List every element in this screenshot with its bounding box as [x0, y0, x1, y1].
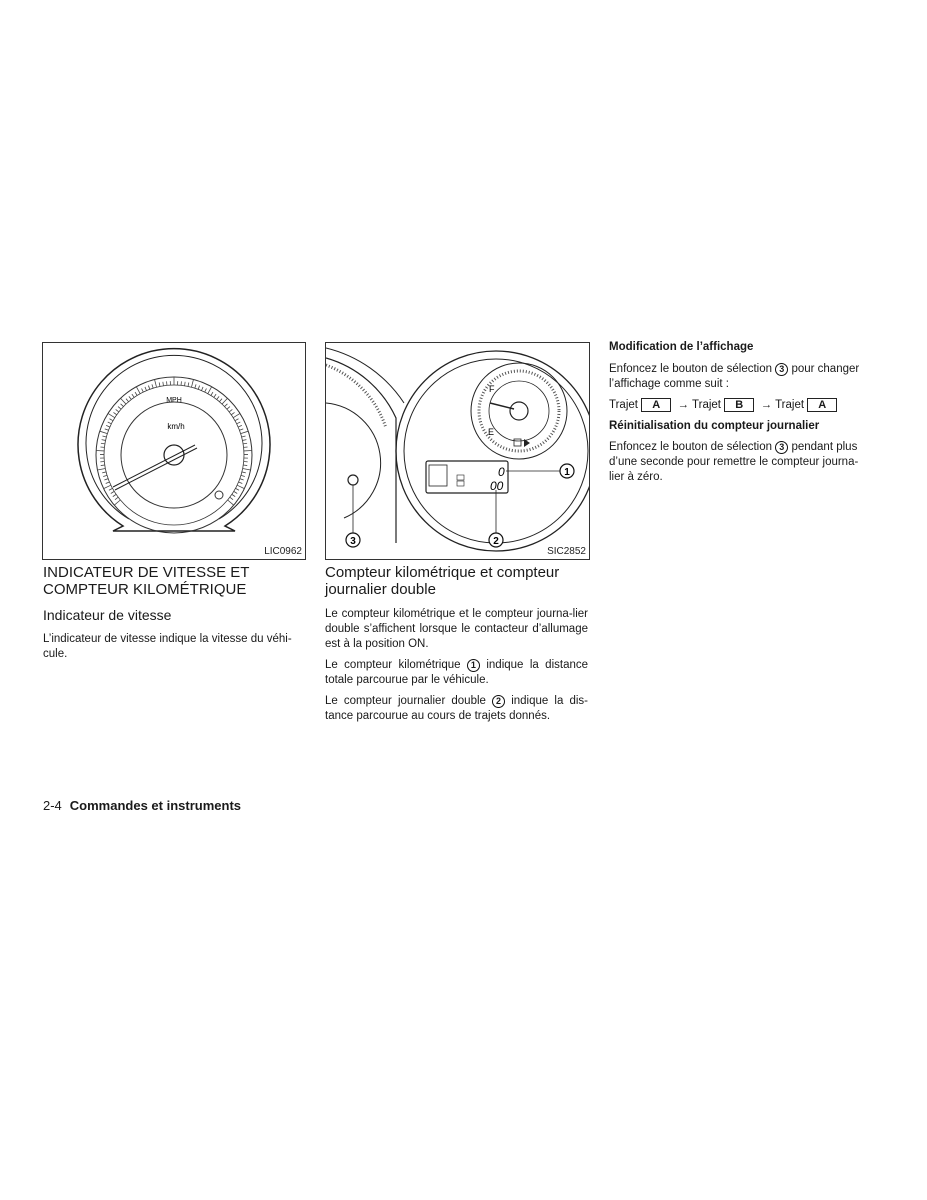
subsection-title: Indicateur de vitesse — [43, 607, 172, 623]
kmh-label: km/h — [167, 422, 185, 431]
speedometer-figure — [42, 342, 306, 560]
trip-b-box: B — [724, 398, 754, 412]
callout-2 — [489, 533, 503, 547]
figure-code: LIC0962 — [264, 546, 302, 557]
callout-1 — [560, 464, 574, 478]
section-title-line1: INDICATEUR DE VITESSE ET — [43, 564, 250, 581]
trip-a-box: A — [641, 398, 671, 412]
paragraph-3: Le compteur journalier double 2 indique la dis-tance parcourue au cours de trajets donnés. — [325, 695, 588, 722]
paragraph-2: Le compteur kilométrique 1 indique la distance totale parcourue par le véhicule. — [325, 659, 589, 686]
fuel-empty-label: E — [488, 427, 495, 437]
page-number: 2-4 — [43, 798, 62, 813]
column-2 — [325, 564, 588, 724]
heading-trip-reset: Réinitialisation du compteur journalier — [609, 420, 820, 432]
mph-label: MPH — [166, 397, 182, 404]
column-3 — [609, 340, 873, 485]
callout-3 — [346, 533, 360, 547]
svg-text:2: 2 — [493, 536, 499, 547]
section-title — [43, 564, 304, 598]
column-1 — [43, 564, 304, 662]
fuel-full-label: F — [489, 384, 495, 394]
callout-number: 3 — [775, 363, 788, 376]
trip-a-box: A — [807, 398, 837, 412]
section-title — [325, 564, 588, 598]
odometer-figure — [325, 342, 590, 560]
svg-text:00: 00 — [490, 479, 504, 493]
paragraph-trip-reset: Enfoncez le bouton de sélection 3 pendant plus d’une seconde pour remettre le compteur journa-lier à zéro. — [609, 441, 859, 483]
section-title-line2: COMPTEUR KILOMÉTRIQUE — [43, 581, 247, 598]
callout-number: 2 — [492, 695, 505, 708]
heading-display-change: Modification de l’affichage — [609, 341, 754, 353]
paragraph-display-change: Enfoncez le bouton de sélection 3 pour changer l’affichage comme suit : — [609, 363, 860, 390]
speedometer-illustration — [43, 343, 305, 559]
section-title-line1: Compteur kilométrique et compteur — [325, 564, 560, 581]
svg-text:1: 1 — [564, 467, 570, 478]
chapter-title: Commandes et instruments — [69, 798, 241, 813]
paragraph: L’indicateur de vitesse indique la vitesse du véhi- cule. — [43, 633, 292, 660]
trip-sequence: Trajet A → Trajet B → Trajet A — [609, 398, 873, 413]
svg-text:0: 0 — [498, 465, 505, 479]
callout-number: 3 — [775, 441, 788, 454]
callout-number: 1 — [467, 659, 480, 672]
section-title-line2: journalier double — [325, 581, 436, 598]
svg-text:3: 3 — [350, 536, 356, 547]
page-footer — [43, 798, 241, 813]
paragraph-1: Le compteur kilométrique et le compteur journa-lier double s’affichent lorsque le contacteur d’allumage est à la position ON. — [325, 608, 588, 650]
odometer-illustration — [326, 343, 589, 559]
figure-code: SIC2852 — [547, 546, 586, 557]
